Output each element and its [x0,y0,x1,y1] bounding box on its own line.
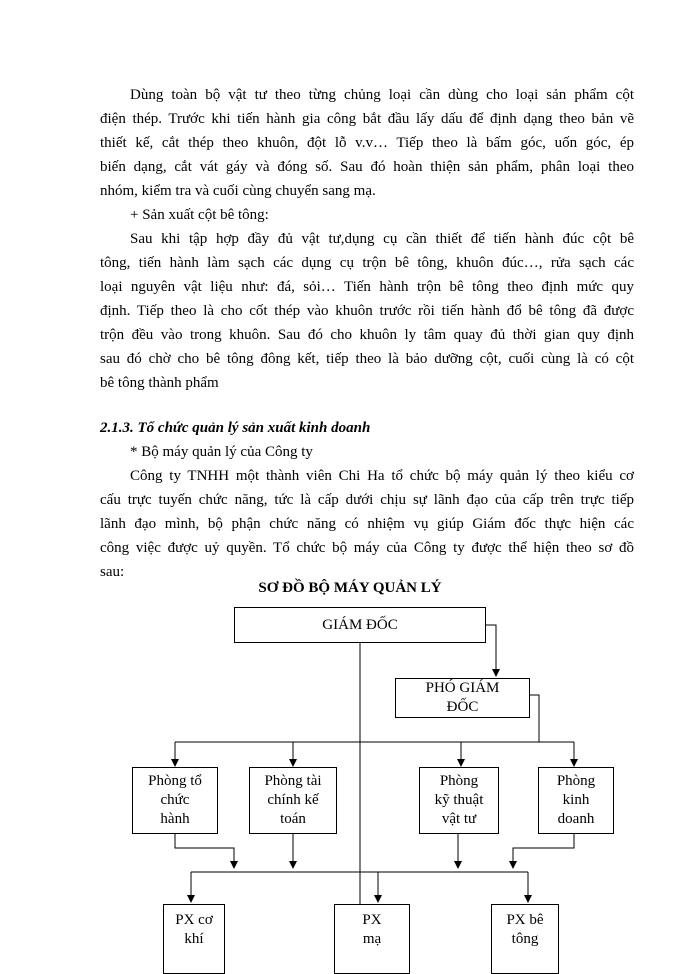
p2-line-2: tông, tiến hành làm sạch các dụng cụ trộn bê tông, khuôn đúc…, rửa sạch các [100,255,634,271]
dept-1-line-1: Phòng tổ [148,773,202,789]
dept-box-organization [132,767,218,834]
deputy-label-line-1: PHÓ GIÁM [425,680,500,696]
workshop-3-line-1: PX bê [506,912,544,928]
dept-1-line-3: hành [160,811,190,827]
p2-line-6: sau đó chờ cho bê tông đông kết, tiếp theo là bảo dưỡng cột, cuối cùng là có cột [100,351,634,367]
dept-2-line-1: Phòng tài [264,773,322,789]
workshop-box-concrete [491,904,559,974]
org-chart-title: SƠ ĐỒ BỘ MÁY QUẢN LÝ [258,580,442,596]
p1-line-3: thiết kế, cắt thép theo khuôn, đột lỗ v.v… Tiếp theo là bấm góc, uốn góc, ép [100,135,634,151]
p3-line-3: lãnh đạo mình, bộ phận chức năng có nhiệm vụ giúp Giám đốc thực hiện các [100,516,634,532]
arrow-dept-1-down [175,834,234,868]
p2-line-7: bê tông thành phẩm [100,375,219,391]
connector-director-deputy [486,625,496,676]
workshop-1-line-2: khí [184,931,204,947]
dept-2-line-2: chính kế [267,792,319,808]
dept-3-line-1: Phòng [439,773,479,789]
workshop-1-line-1: PX cơ [175,912,213,928]
dept-1-line-2: chức [160,792,190,808]
workshop-3-line-2: tông [511,931,539,947]
workshop-box-plating [334,904,410,974]
workshop-box-mechanical [163,904,225,974]
bullet-management: * Bộ máy quản lý của Công ty [130,444,313,460]
dept-box-business [538,767,614,834]
deputy-director-box [395,678,530,718]
director-box [234,607,486,643]
dept-2-line-3: toán [280,811,306,827]
p1-line-5: nhóm, kiểm tra và cuối cùng chuyển sang mạ. [100,183,376,199]
connector-deputy-bus [530,695,539,742]
dept-4-line-3: doanh [557,811,595,827]
p1-line-2: điện thép. Trước khi tiến hành gia công bắt đầu lấy dấu để định dạng theo bản vẽ [100,111,634,127]
p1-line-4: biến dạng, cắt vát gáy và đóng số. Sau đó hoàn thiện sản phẩm, phân loại theo [100,159,634,175]
dept-4-line-2: kinh [562,792,590,808]
bullet-concrete: + Sản xuất cột bê tông: [130,207,269,223]
p3-line-1: Công ty TNHH một thành viên Chi Ha tổ chức bộ máy quản lý theo kiểu cơ [130,468,634,484]
p2-line-3: loại nguyên vật liệu như: đá, sỏi… Tiến hành trộn bê tông theo định mức quy [100,279,634,295]
dept-3-line-2: kỹ thuật [434,792,484,808]
p3-line-5: sau: [100,564,125,580]
p3-line-4: công việc được uỷ quyền. Tổ chức bộ máy của Công ty được thể hiện theo sơ đồ [100,540,634,556]
p2-line-4: định. Tiếp theo là cho cốt thép vào khuôn trước rồi tiến hành đổ bê tông đã được [100,303,634,319]
arrow-dept-4-down [513,834,574,868]
section-heading: 2.1.3. Tổ chức quản lý sản xuất kinh doanh [100,420,371,436]
p2-line-1: Sau khi tập hợp đầy đủ vật tư,dụng cụ cần thiết để tiến hành đúc cột bê [130,231,634,247]
dept-3-line-3: vật tư [441,811,477,827]
p2-line-5: trộn đều vào trong khuôn. Sau đó cho khuôn ly tâm quay đủ thời gian quy định [100,327,634,343]
dept-box-finance [249,767,337,834]
dept-box-technical [419,767,499,834]
workshop-2-line-1: PX [362,912,382,928]
director-label: GIÁM ĐỐC [322,616,398,633]
workshop-2-line-2: mạ [362,931,382,947]
p3-line-2: cấu trực tuyến chức năng, tức là cấp dưới chịu sự lãnh đạo của cấp trên trực tiếp [100,492,634,508]
deputy-label-line-2: ĐỐC [446,699,479,715]
p1-line-1: Dùng toàn bộ vật tư theo từng chủng loại cần dùng cho loại sản phẩm cột [130,87,634,103]
dept-4-line-1: Phòng [556,773,596,789]
